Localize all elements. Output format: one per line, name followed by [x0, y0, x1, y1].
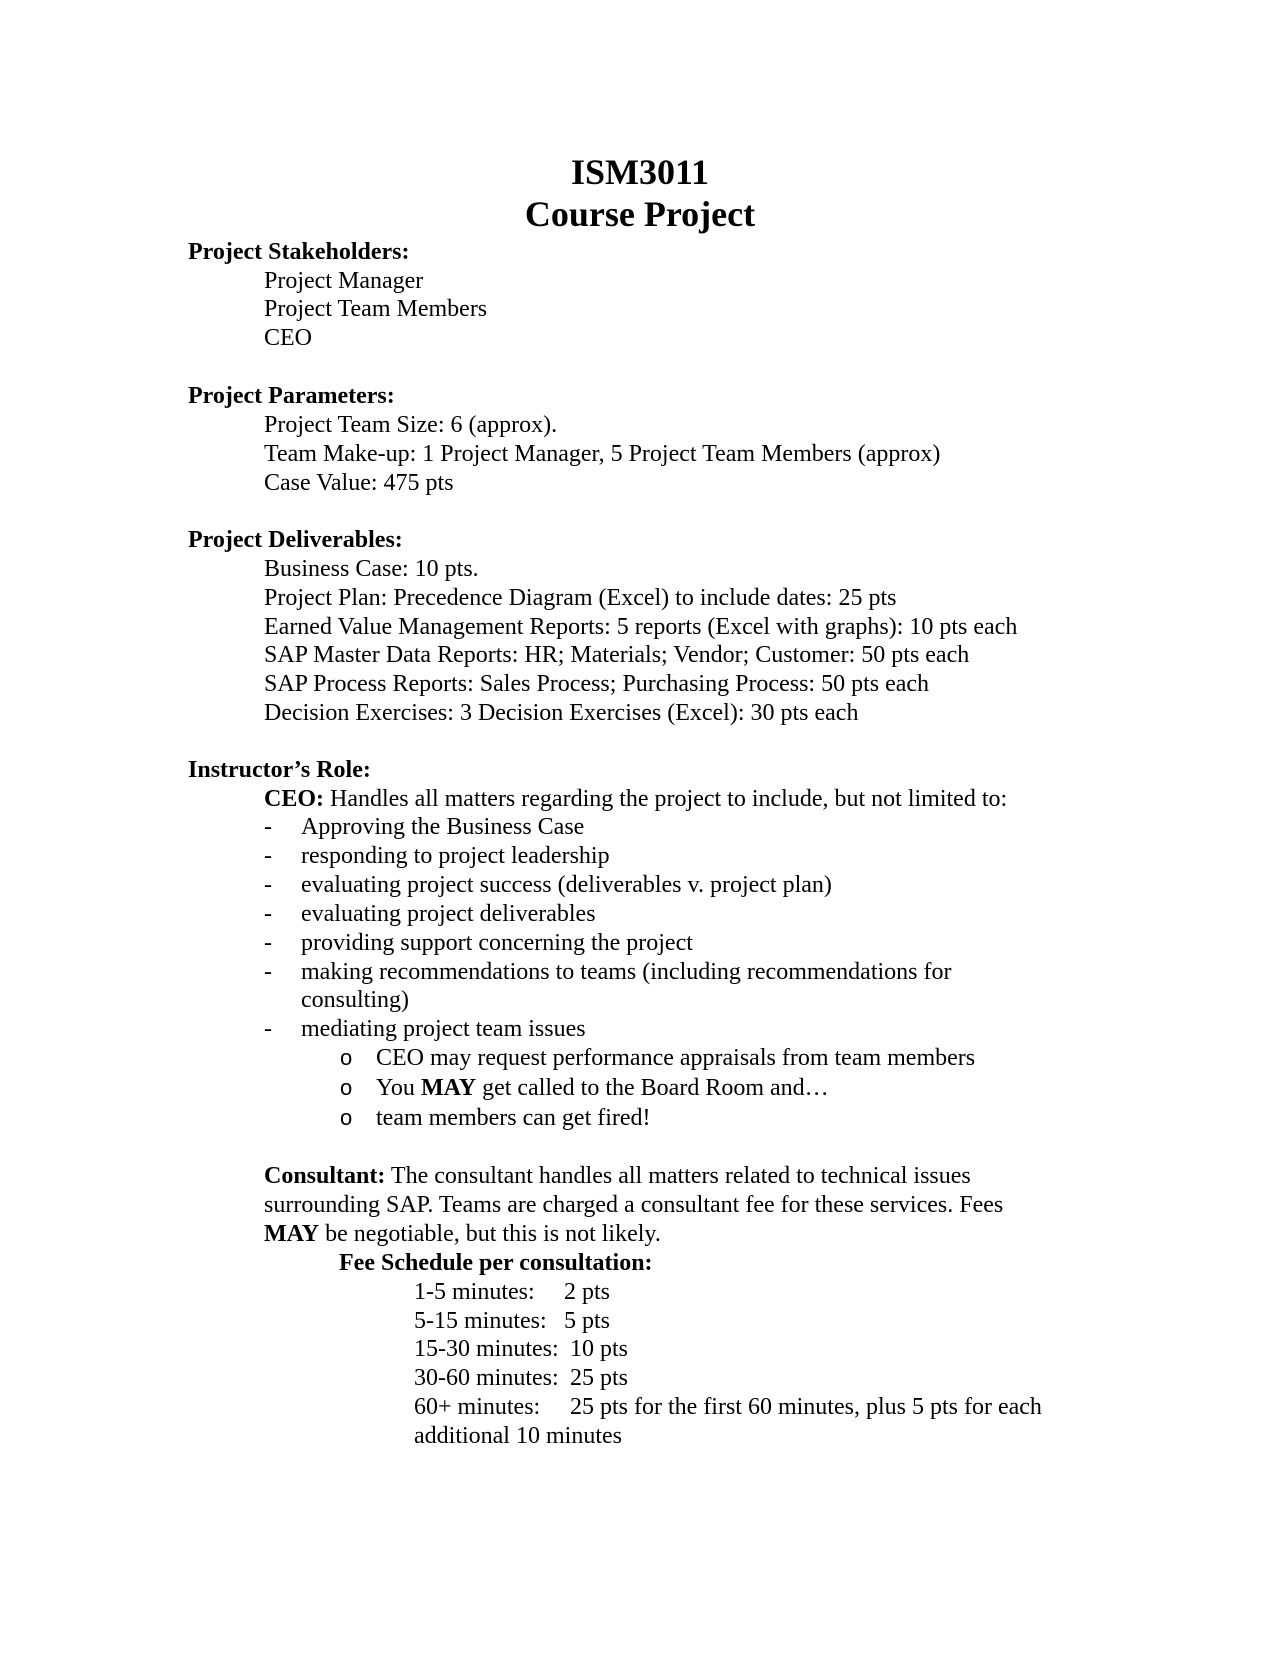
parameter-item: Case Value: 475 pts: [264, 470, 454, 496]
deliverable-item: Project Plan: Precedence Diagram (Excel) to include dates: 25 pts: [264, 585, 897, 611]
sub-bullet: team members can get fired!: [376, 1105, 651, 1131]
consultant-line: [264, 1220, 661, 1248]
consultant-text: The consultant handles all matters related to technical issues: [385, 1163, 971, 1189]
document-subtitle: Course Project: [524, 194, 756, 234]
sub-bullet-emphasis: MAY: [420, 1075, 477, 1101]
ceo-description: [264, 785, 1007, 813]
fee-schedule-heading: Fee Schedule per consultation:: [339, 1250, 653, 1276]
fee-duration: 5-15 minutes:: [414, 1308, 547, 1334]
ceo-bullet: evaluating project deliverables: [301, 901, 596, 927]
deliverable-item: Decision Exercises: 3 Decision Exercises (Excel): 30 pts each: [264, 700, 859, 726]
fee-cost: 10 pts: [570, 1336, 629, 1362]
fee-continuation: additional 10 minutes: [414, 1423, 622, 1449]
parameter-item: Project Team Size: 6 (approx).: [264, 412, 558, 438]
deliverable-item: SAP Process Reports: Sales Process; Purchasing Process: 50 pts each: [264, 671, 930, 697]
ceo-bullet-continuation: consulting): [301, 987, 409, 1013]
parameters-heading: Project Parameters:: [188, 383, 395, 409]
deliverable-item: Earned Value Management Reports: 5 reports (Excel with graphs): 10 pts each: [264, 614, 1018, 640]
fee-cost: 25 pts for the first 60 minutes, plus 5 pts for each: [570, 1394, 1042, 1420]
consultant-label: Consultant:: [264, 1163, 386, 1189]
instructor-heading: Instructor’s Role:: [188, 757, 371, 783]
fee-duration: 1-5 minutes:: [414, 1279, 535, 1305]
sub-bullet-text: get called to the Board Room and…: [476, 1075, 829, 1101]
dash-marker: -: [264, 959, 272, 985]
consultant-emphasis: MAY: [264, 1221, 320, 1247]
dash-marker: -: [264, 843, 272, 869]
fee-cost: 5 pts: [564, 1308, 611, 1334]
document-title: ISM3011: [570, 152, 710, 192]
fee-cost: 2 pts: [564, 1279, 611, 1305]
stakeholders-heading: Project Stakeholders:: [188, 239, 410, 265]
ceo-bullet: providing support concerning the project: [301, 930, 693, 956]
sub-bullet-text: You: [376, 1075, 421, 1101]
fee-duration: 60+ minutes:: [414, 1394, 541, 1420]
stakeholder-item: Project Manager: [264, 268, 424, 294]
consultant-line: surrounding SAP. Teams are charged a consultant fee for these services. Fees: [264, 1192, 1004, 1218]
fee-duration: 15-30 minutes:: [414, 1336, 559, 1362]
ceo-bullet: responding to project leadership: [301, 843, 610, 869]
ceo-text: Handles all matters regarding the project to include, but not limited to:: [324, 786, 1008, 812]
ceo-label: CEO:: [264, 786, 324, 812]
ceo-bullet: evaluating project success (deliverables v. project plan): [301, 872, 832, 898]
fee-duration: 30-60 minutes:: [414, 1365, 559, 1391]
stakeholder-item: Project Team Members: [264, 296, 488, 322]
ceo-bullet: Approving the Business Case: [301, 814, 585, 840]
circle-bullet-icon: o: [340, 1105, 353, 1130]
ceo-bullet: making recommendations to teams (including recommendations for: [301, 959, 952, 985]
circle-bullet-icon: o: [340, 1075, 353, 1100]
circle-bullet-icon: o: [340, 1045, 353, 1070]
deliverables-heading: Project Deliverables:: [188, 527, 403, 553]
dash-marker: -: [264, 930, 272, 956]
stakeholder-item: CEO: [264, 325, 312, 351]
sub-bullet: CEO may request performance appraisals from team members: [376, 1045, 976, 1071]
dash-marker: -: [264, 901, 272, 927]
deliverable-item: SAP Master Data Reports: HR; Materials; Vendor; Customer: 50 pts each: [264, 642, 970, 668]
consultant-line: [264, 1162, 971, 1190]
consultant-text: be negotiable, but this is not likely.: [319, 1221, 661, 1247]
dash-marker: -: [264, 814, 272, 840]
parameter-item: Team Make-up: 1 Project Manager, 5 Project Team Members (approx): [264, 441, 941, 467]
sub-bullet: [376, 1074, 829, 1102]
ceo-bullet: mediating project team issues: [301, 1016, 586, 1042]
deliverable-item: Business Case: 10 pts.: [264, 556, 479, 582]
dash-marker: -: [264, 872, 272, 898]
fee-cost: 25 pts: [570, 1365, 629, 1391]
dash-marker: -: [264, 1016, 272, 1042]
